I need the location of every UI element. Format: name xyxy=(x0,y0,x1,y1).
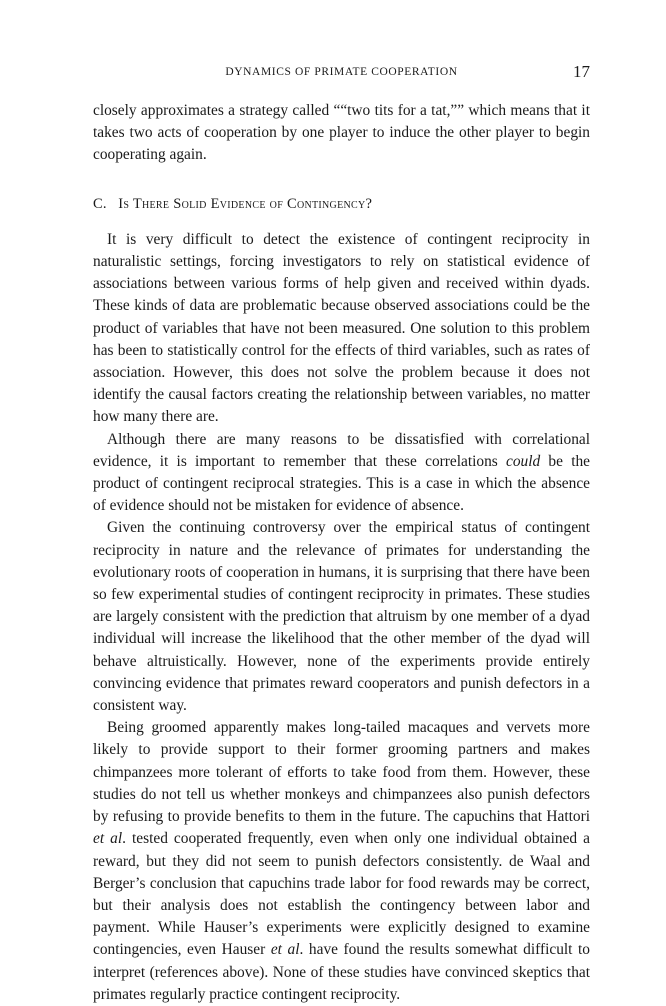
paragraph: It is very difficult to detect the existence of contingent reciprocity in naturalistic settings, forcing investigators to rely on statistical evidence of associations between various forms of help given and received within dyads. These kinds of data are problematic because observed associations could be the product of variables that have not been measured. One solution to this problem has been to statistically control for the effects of third variables, such as rates of association. However, this does not solve the problem because it does not identify the causal factors creating the relationship between variables, no matter how many there are. xyxy=(93,230,590,426)
text-run: . tested cooperated frequently, even when only one individual obtained a reward, but they did not seem to punish defectors consistently. de Waal and Berger’s conclusion that capuchins trade labor for food rewards may be correct, but their analysis does not establish the contingency between labor and payment. While Hauser’s experiments were explicitly designed to examine contingencies, even Hauser xyxy=(93,830,590,959)
paragraph xyxy=(93,429,590,518)
section-letter: C. xyxy=(93,195,107,212)
paragraph xyxy=(93,717,590,1006)
emphasis: et al xyxy=(93,830,123,848)
paragraph-continuation: closely approximates a strategy called ““two tits for a tat,”” which means that it takes two acts of cooperation by one player to induce the other player to begin cooperating again. xyxy=(93,102,590,164)
emphasis: et al xyxy=(270,941,300,959)
emphasis: could xyxy=(506,452,541,470)
page-header xyxy=(93,62,590,86)
text-run: Being groomed apparently makes long-tailed macaques and vervets more likely to provide support to their former grooming partners and makes chimpanzees more tolerant of efforts to take food from them. However, these studies do not tell us whether monkeys and chimpanzees also punish defectors by refusing to provide benefits to them in the future. The capuchins that Hattori xyxy=(93,719,590,826)
page-number: 17 xyxy=(573,62,590,81)
body-text xyxy=(93,100,590,1006)
section-heading xyxy=(93,193,590,215)
running-head: DYNAMICS OF PRIMATE COOPERATION xyxy=(225,66,458,78)
text-run: Although there are many reasons to be dissatisfied with correlational evidence, it is important to remember that these correlations xyxy=(93,430,590,470)
text-run: be the product of contingent reciprocal strategies. This is a case in which the absence of evidence should not be mistaken for evidence of absence. xyxy=(93,452,590,515)
paragraph: Given the continuing controversy over the empirical status of contingent reciprocity in nature and the relevance of primates for understanding the evolutionary roots of cooperation in humans, it is surprising that there have been so few experimental studies of contingent reciprocity in primates. These studies are largely consistent with the prediction that altruism by one member of a dyad individual will increase the likelihood that the other member of the dyad will behave altruistically. However, none of the experiments provide entirely convincing evidence that primates reward cooperators and punish defectors in a consistent way. xyxy=(93,519,590,715)
section-title: Is There Solid Evidence of Contingency? xyxy=(118,195,373,212)
text-run: . have found the results somewhat difficult to interpret (references above). None of these studies have convinced skeptics that primates regularly practice contingent reciprocity. xyxy=(93,941,590,1003)
